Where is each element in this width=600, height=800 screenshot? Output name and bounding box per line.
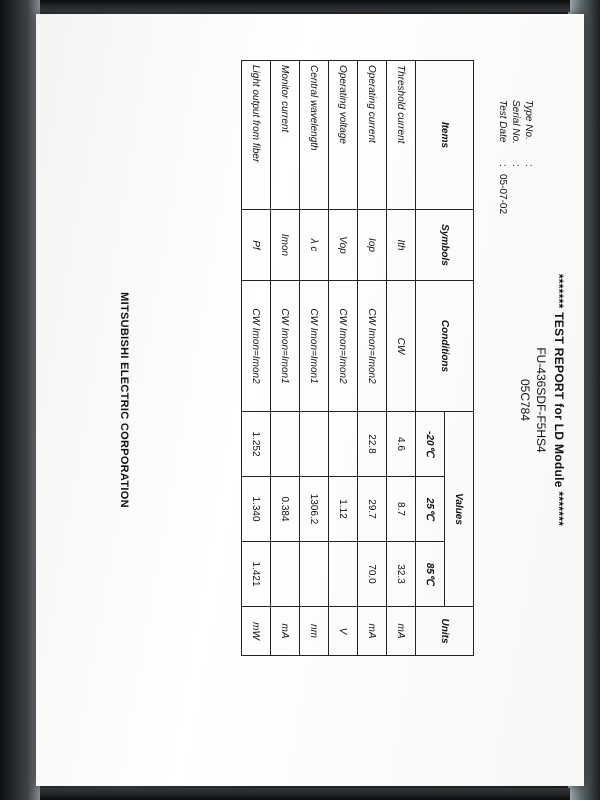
report-serial: 05C784: [518, 378, 532, 422]
row-unit: nm: [300, 607, 329, 656]
meta-colon: :: [523, 164, 534, 167]
sleeve-edge-bottom: [40, 788, 570, 800]
table-body: [242, 61, 416, 656]
row-condition: CW: [387, 281, 416, 412]
table-row: [271, 61, 300, 656]
row-condition: CW Imon=Imon2: [329, 281, 358, 412]
row-value-25: 1.12: [329, 477, 358, 542]
row-condition: CW Imon=Imon2: [242, 281, 271, 412]
row-value-minus20: 4.6: [387, 412, 416, 477]
row-value-85: 32.3: [387, 542, 416, 607]
sleeve-edge-left: [0, 0, 40, 800]
row-value-25: 8.7: [387, 477, 416, 542]
row-symbol: Pf: [242, 210, 271, 281]
company-name: MITSUBISHI ELECTRIC CORPORATION: [118, 292, 130, 508]
row-condition: CW Imon=Imon1: [271, 281, 300, 412]
row-unit: mA: [271, 607, 300, 656]
row-value-25: 1306.2: [300, 477, 329, 542]
row-item: Operating current: [358, 61, 387, 210]
row-value-85: [271, 542, 300, 607]
row-item: Operating voltage: [329, 61, 358, 210]
row-item: Central wavelength: [300, 61, 329, 210]
row-value-85: [329, 542, 358, 607]
row-value-minus20: 1.252: [242, 412, 271, 477]
table-row: [242, 61, 271, 656]
row-item: Monitor current: [271, 61, 300, 210]
row-value-25: 0.384: [271, 477, 300, 542]
row-value-minus20: 22.8: [358, 412, 387, 477]
meta-label: Type No.: [523, 100, 534, 140]
row-value-minus20: [271, 412, 300, 477]
header-units: Units: [416, 607, 474, 656]
header-temp-25: 25℃: [416, 477, 445, 542]
row-item: Light output from fiber: [242, 61, 271, 210]
row-value-minus20: [300, 412, 329, 477]
row-unit: V: [329, 607, 358, 656]
meta-type-no: [521, 100, 534, 214]
meta-label: Serial No.: [510, 100, 521, 144]
row-symbol: Iop: [358, 210, 387, 281]
table-row: [387, 61, 416, 656]
meta-colon: :: [510, 164, 521, 167]
test-results-table: [241, 60, 474, 656]
row-value-85: 70.0: [358, 542, 387, 607]
report-model: FU-436SDF-F5HS4: [534, 347, 548, 453]
table-row: [329, 61, 358, 656]
sleeve-edge-top: [40, 0, 570, 12]
row-condition: CW Imon=Imon1: [300, 281, 329, 412]
row-condition: CW Imon=Imon2: [358, 281, 387, 412]
test-report-paper: [36, 14, 584, 786]
row-item: Threshold current: [387, 61, 416, 210]
row-symbol: Ith: [387, 210, 416, 281]
meta-serial-no: [508, 100, 521, 214]
row-unit: mA: [358, 607, 387, 656]
row-symbol: λ c: [300, 210, 329, 281]
header-items: Items: [416, 61, 474, 210]
row-value-85: [300, 542, 329, 607]
row-value-25: 1.340: [242, 477, 271, 542]
meta-colon: :: [497, 164, 508, 167]
table-header-row: [445, 61, 474, 656]
table-row: [300, 61, 329, 656]
row-value-85: 1.421: [242, 542, 271, 607]
row-symbol: Vop: [329, 210, 358, 281]
row-value-minus20: [329, 412, 358, 477]
row-value-25: 29.7: [358, 477, 387, 542]
row-unit: mA: [387, 607, 416, 656]
report-document: [50, 20, 570, 780]
header-temp-minus20: -20℃: [416, 412, 445, 477]
row-symbol: Imon: [271, 210, 300, 281]
header-conditions: Conditions: [416, 281, 474, 412]
row-unit: mW: [242, 607, 271, 656]
meta-label: Test Date: [497, 100, 508, 143]
report-title: ******* TEST REPORT for LD Module *******: [552, 273, 566, 527]
header-symbols: Symbols: [416, 210, 474, 281]
table-row: [358, 61, 387, 656]
meta-test-date: [495, 100, 508, 214]
meta-value: 05-07-02: [497, 174, 508, 215]
report-meta: [495, 100, 534, 214]
header-values: Values: [445, 412, 474, 607]
header-temp-85: 85℃: [416, 542, 445, 607]
